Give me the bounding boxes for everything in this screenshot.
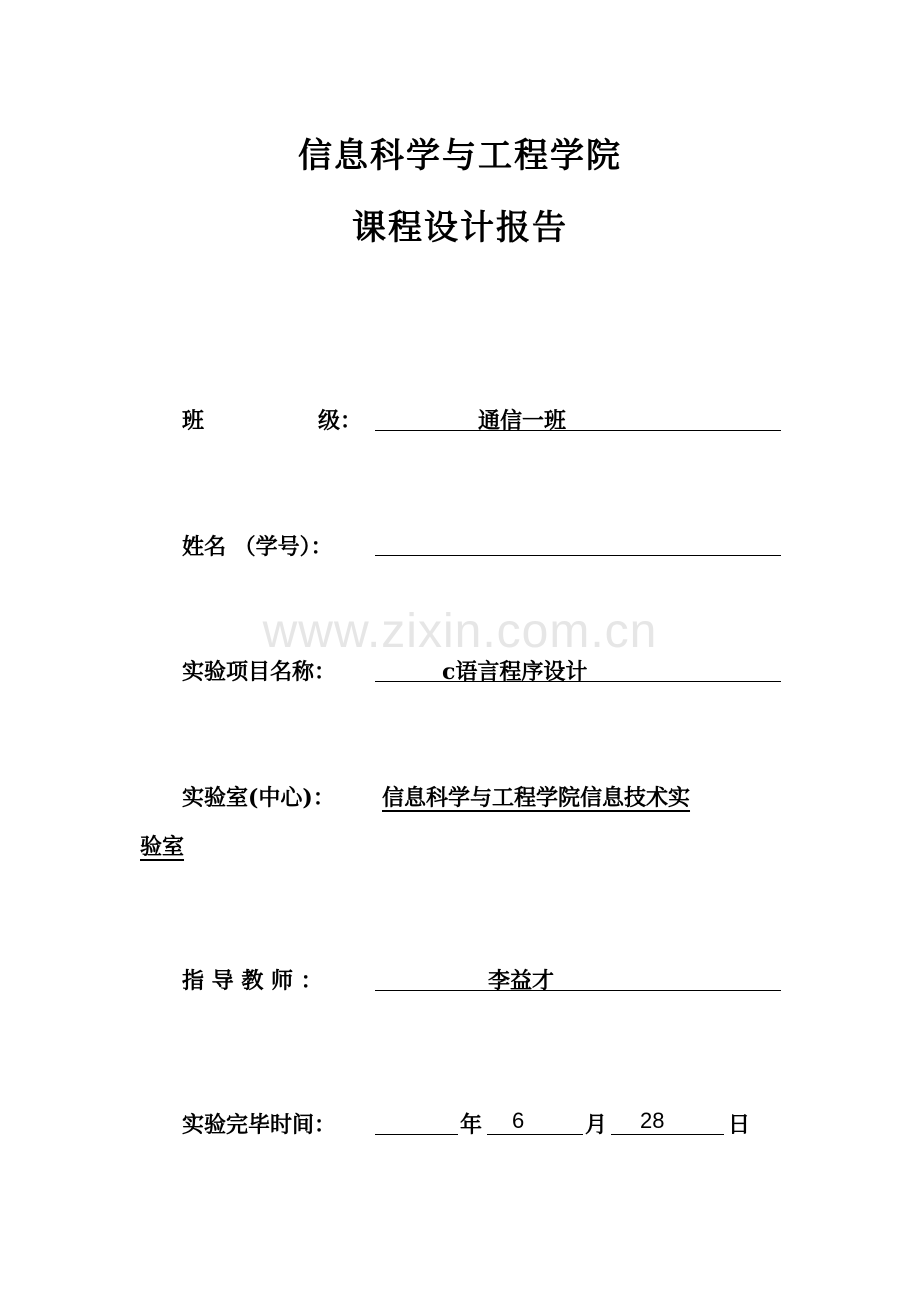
class-underline <box>375 430 781 431</box>
day-value: 28 <box>640 1108 665 1133</box>
date-label: 实验完毕时间： <box>182 1112 337 1138</box>
year-unit: 年 <box>460 1112 483 1138</box>
teacher-label: 指 导 教 师 ： <box>182 968 323 994</box>
name-underline <box>375 555 781 556</box>
teacher-underline <box>375 990 781 991</box>
day-unit: 日 <box>728 1112 751 1138</box>
project-label: 实验项目名称： <box>182 659 337 685</box>
lab-value-line2: 验室 <box>140 834 185 860</box>
report-title: 课程设计报告 <box>352 208 568 248</box>
day-underline <box>611 1134 724 1135</box>
school-title: 信息科学与工程学院 <box>298 136 622 176</box>
month-underline <box>487 1134 583 1135</box>
lab-value-line1: 信息科学与工程学院信息技术实 <box>382 785 691 811</box>
teacher-value: 李益才 <box>488 968 555 994</box>
class-value: 通信一班 <box>478 408 567 434</box>
month-value: 6 <box>512 1108 525 1133</box>
class-label-part2: 级： <box>318 408 363 434</box>
project-value: c语言程序设计 <box>442 659 588 685</box>
name-label: 姓名 （学号）： <box>182 534 333 560</box>
class-label-part1: 班 <box>182 408 205 434</box>
year-underline <box>375 1134 458 1135</box>
lab-label: 实验室(中心)： <box>182 785 335 811</box>
watermark: www.zixin.com.cn <box>262 605 658 658</box>
month-unit: 月 <box>585 1112 608 1138</box>
